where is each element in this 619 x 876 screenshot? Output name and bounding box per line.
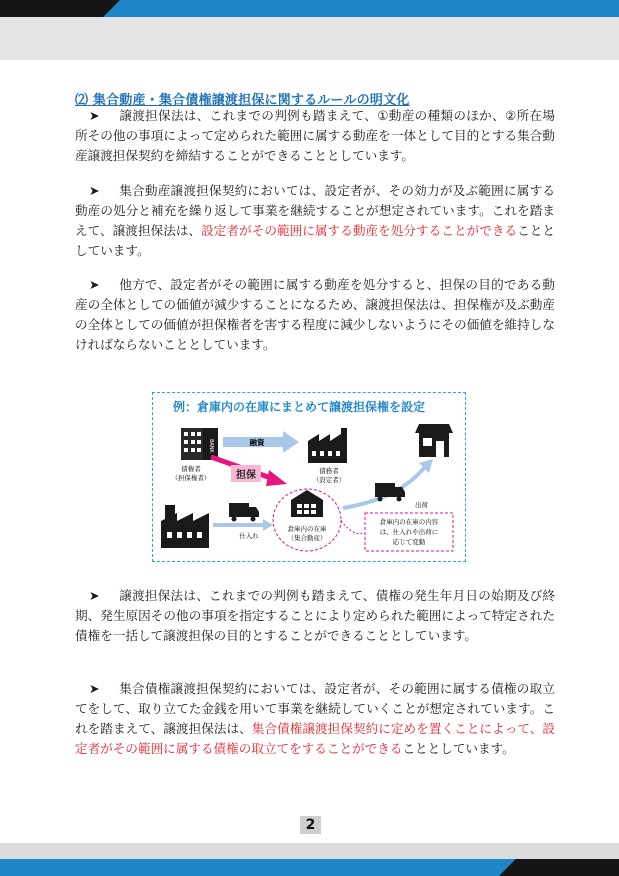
paragraph-2: ➤ 集合動産譲渡担保契約においては、設定者が、その効力が及ぶ範囲に属する動産の処分と補充を繰り返して事業を継続することが想定されています。これを踏まえて、譲渡担保法は、設定者がその範囲に属する動産を処分することができることとしています。	[75, 183, 556, 258]
creditor-label: 債権者	[181, 465, 201, 473]
bottom-gray-band	[0, 843, 619, 859]
note-connector	[341, 521, 365, 534]
svg-text:BANK: BANK	[208, 439, 214, 453]
top-gray-band	[0, 17, 619, 60]
debtor-sublabel: （設定者）	[312, 476, 346, 484]
highlight-text: 集合債権譲渡担保契約に定めを置くことによって、設定者がその範囲に属する債権の取立てをすることができる	[75, 721, 555, 756]
bullet-arrow-icon: ➤	[89, 588, 100, 603]
bottom-black-accent	[499, 859, 619, 876]
financing-label: 融資	[249, 438, 265, 447]
paragraph-3: ➤ 他方で、設定者がその範囲に属する動産を処分すると、担保の目的である動産の全体としての価値が減少することになるため、譲渡担保法は、担保権が及ぶ動産の全体としての価値が担保権者を害する程度に減少しないようにその価値を維持しなければならないこととしています。	[75, 277, 555, 352]
security-label: 担保	[236, 470, 256, 481]
purchase-label: 仕入れ	[239, 532, 259, 540]
warehouse-sublabel: （集合動産）	[287, 534, 327, 542]
top-black-accent	[0, 0, 120, 17]
debtor-label: 債務者	[319, 467, 339, 475]
shop-icon	[415, 424, 453, 457]
page-number: 2	[300, 816, 321, 834]
paragraph-5: ➤ 集合債権譲渡担保契約においては、設定者が、その範囲に属する債権の取立てをして、取り立てた金銭を用いて事業を継続していくことが想定されています。これを踏まえて、譲渡担保法は、集合債権譲渡担保契約に定めを置くことによって、設定者がその範囲に属する債権の取立てをすることができることとしています。	[75, 681, 555, 756]
figure-diagram	[153, 393, 465, 561]
paragraph-4: ➤ 譲渡担保法は、これまでの判例も踏まえて、債権の発生年月日の始期及び終期、発生原因その他の事項を指定することにより定められた範囲によって特定された債権を一括して譲渡担保の目的とすることができることとしています。	[75, 588, 555, 643]
paragraph-1: ➤ 譲渡担保法は、これまでの判例も踏まえて、①動産の種類のほか、②所在場所その他の事項によって定められた範囲に属する動産を一体として目的とする集合動産譲渡担保契約を締結することができることとしています。	[75, 108, 555, 163]
bullet-arrow-icon: ➤	[89, 108, 100, 123]
shipment-label: 出荷	[415, 501, 428, 509]
note-line-1: 倉庫内の在庫の内容	[379, 518, 439, 526]
bullet-arrow-icon: ➤	[89, 681, 100, 696]
warehouse-icon	[291, 490, 323, 517]
note-line-2: は、仕入れや出荷に	[379, 528, 439, 536]
highlight-text: 設定者がその範囲に属する動産を処分することができる	[201, 223, 518, 238]
creditor-sublabel: （担保権者）	[171, 474, 211, 482]
figure-title: 例：倉庫内の在庫にまとめて譲渡担保権を設定	[173, 400, 426, 414]
debtor-factory-icon	[308, 428, 347, 463]
bullet-arrow-icon: ➤	[89, 277, 100, 292]
bullet-arrow-icon: ➤	[89, 183, 100, 198]
illustration-box	[152, 392, 466, 562]
supplier-factory-icon	[161, 505, 209, 548]
purchase-truck-icon	[229, 503, 259, 522]
warehouse-label: 倉庫内の在庫	[287, 525, 327, 533]
shipment-truck-icon	[375, 483, 405, 502]
note-line-3: 応じて変動	[392, 538, 426, 546]
section-heading: ⑵ 集合動産・集合債権譲渡担保に関するルールの明文化	[75, 93, 410, 108]
